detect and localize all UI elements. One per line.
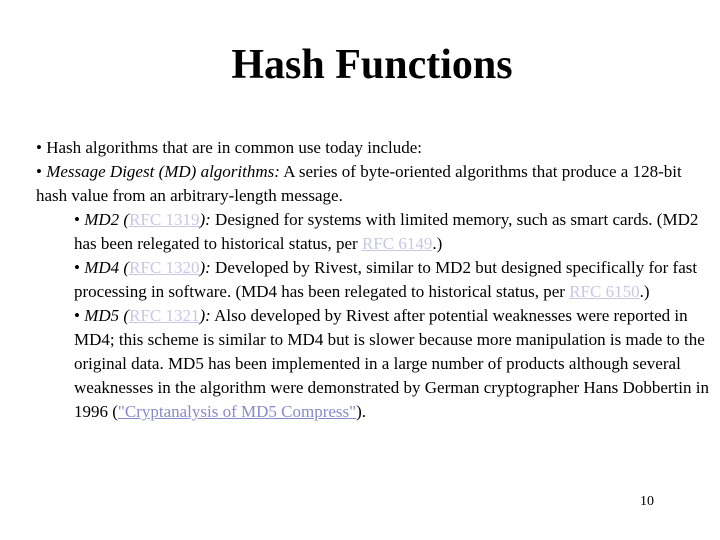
bullet-marker: • xyxy=(74,258,85,277)
intro-bullet: • Hash algorithms that are in common use today include: xyxy=(36,138,423,157)
md4-name: MD4 xyxy=(84,258,120,277)
md5-paren-open: ( xyxy=(119,306,130,325)
md5-bullet xyxy=(36,304,712,424)
slide-title: Hash Functions xyxy=(231,42,513,88)
md2-name: MD2 xyxy=(84,210,120,229)
md2-rfc2-link[interactable]: RFC 6149 xyxy=(361,234,433,253)
md5-end: ). xyxy=(356,402,367,421)
md5-name: MD5 xyxy=(84,306,120,325)
bullet-marker: • xyxy=(74,306,85,325)
md2-end: .) xyxy=(432,234,443,253)
md4-end: .) xyxy=(639,282,650,301)
md4-bullet xyxy=(36,256,712,304)
md5-description: Also developed by Rivest after potential weaknesses were reported in MD4; this scheme is similar to MD4 but is slower because more manipulation is made to the original data. MD5 has been implemented in a large number of products although several weaknesses in the algorithm were demonstrated by German cryptographer Hans Dobbertin in 1996 ( xyxy=(74,306,709,421)
md4-rfc2-link[interactable]: RFC 6150 xyxy=(569,282,640,301)
slide-body xyxy=(36,136,712,424)
md-algorithms-bullet xyxy=(36,160,712,208)
md-description: A series of byte-oriented algorithms that produce a 128-bit hash value from an arbitrary-length message. xyxy=(36,162,682,205)
md4-paren-open: ( xyxy=(119,258,130,277)
bullet-marker: • xyxy=(74,210,85,229)
md4-description: Developed by Rivest, similar to MD2 but designed specifically for fast processing in software. (MD4 has been relegated to historical status, per xyxy=(74,258,698,301)
md2-bullet xyxy=(36,208,712,256)
md5-rfc-link[interactable]: RFC 1321 xyxy=(129,306,200,325)
md2-rfc-link[interactable]: RFC 1319 xyxy=(129,210,200,229)
md2-description: Designed for systems with limited memory, such as smart cards. (MD2 has been relegated to historical status, per xyxy=(74,210,699,253)
md5-paren-close: ): xyxy=(199,306,211,325)
md4-rfc-link[interactable]: RFC 1320 xyxy=(129,258,200,277)
md4-paren-close: ): xyxy=(199,258,211,277)
page-number: 10 xyxy=(640,494,654,509)
bullet-marker: • xyxy=(36,162,47,181)
md5-cryptanalysis-link[interactable]: "Cryptanalysis of MD5 Compress" xyxy=(117,402,357,421)
md2-paren-close: ): xyxy=(199,210,211,229)
md2-paren-open: ( xyxy=(119,210,130,229)
md-label: Message Digest (MD) algorithms: xyxy=(46,162,280,181)
